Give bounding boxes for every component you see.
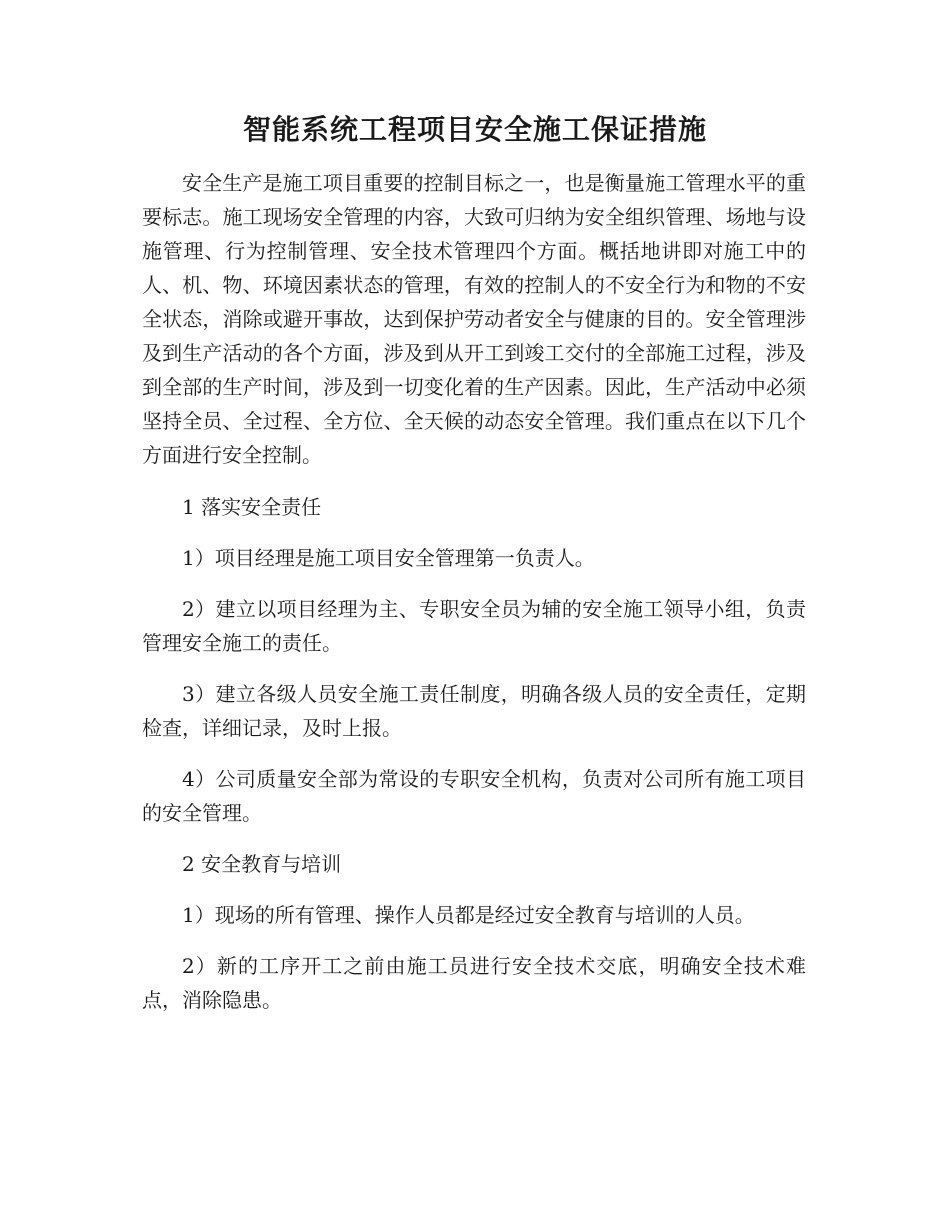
- document-body: [142, 166, 806, 1034]
- section-heading-responsibility: 1 落实安全责任: [182, 495, 322, 519]
- list-item: 2）新的工序开工之前由施工员进行安全技术交底，明确安全技术难点，消除隐患。: [142, 954, 806, 1012]
- list-item: 2）建立以项目经理为主、专职安全员为辅的安全施工领导小组，负责管理安全施工的责任。: [142, 597, 806, 655]
- list-item: 3）建立各级人员安全施工责任制度，明确各级人员的安全责任，定期检查，详细记录，及时上报。: [142, 682, 806, 740]
- list-item: 1）现场的所有管理、操作人员都是经过安全教育与培训的人员。: [182, 903, 755, 927]
- intro-paragraph: 安全生产是施工项目重要的控制目标之一，也是衡量施工管理水平的重要标志。施工现场安全管理的内容，大致可归纳为安全组织管理、场地与设施管理、行为控制管理、安全技术管理四个方面。概括地讲即对施工中的人、机、物、环境因素状态的管理，有效的控制人的不安全行为和物的不安全状态，消除或避开事故，达到保护劳动者安全与健康的目的。安全管理涉及到生产活动的各个方面，涉及到从开工到竣工交付的全部施工过程，涉及到全部的生产时间，涉及到一切变化着的生产因素。因此，生产活动中必须坚持全员、全过程、全方位、全天候的动态安全管理。我们重点在以下几个方面进行安全控制。: [142, 171, 806, 467]
- list-item: 1）项目经理是施工项目安全管理第一负责人。: [182, 546, 595, 570]
- section-heading-training: 2 安全教育与培训: [182, 852, 342, 876]
- document-title: 智能系统工程项目安全施工保证措施: [242, 113, 707, 146]
- list-item: 4）公司质量安全部为常设的专职安全机构，负责对公司所有施工项目的安全管理。: [142, 767, 806, 825]
